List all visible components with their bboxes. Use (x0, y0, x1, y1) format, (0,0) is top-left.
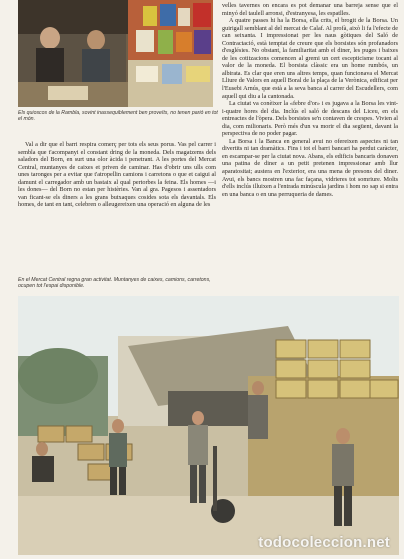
mercat-central-photo (18, 296, 399, 555)
article-right-column (222, 2, 398, 198)
left-paragraph: Val a dir que el barri respira comerç per tots els seus porus. Vas pel carrer i sembla que t'acompanyi el constant dring de la moneda. Dels magatzems dels saladors del Born, en surt una olor àcida i penetrant. A les portes del Mercat Central, muntanyes de caixes et priven de caminar. Has d'obrir uns ulls com unes taronges per a evitar que t'atropellin camions i carretons o que et caigui al damunt el carregador amb un bastaix al qual pertorbes la feina. Els homes —i les dones— del Born no estan per histèries. Van al gra. Pagesos i assentadors van ficant-se els diners a les grans butxaques cosides sota els davantals. Els homes, de tant en tant, celebren o alleugereixen una operació en alguna de les (18, 141, 216, 209)
watermark: todocoleccion.net (258, 534, 390, 551)
right-paragraph: velles tavernes on encara es pot demanar una barreja sense que el minyó del taulell arronsi, d'estranyesa, les espatlles. (222, 2, 398, 17)
rambla-kiosk-photo (18, 0, 213, 107)
right-paragraph: La Borsa i la Banca en general avui no ofereixen aspectes ni tan divertits ni tan dramàtics. Fins i tot el barri bancari ha perdut caràcter, en escampar-se per la ciutat nova. Abans, els edificis bancaris donaven una patina de diner a un petit pretenen impressionar amb llur aparatositat; austera en l'exterior, era una mena de presons del diner. Avui, els bancs mostren una fac façana, vidrieres tot somriure. Molts d'ells inclús illuixen a l'entrada minúscula jardins i hom no sap si entra en una banca o en una perruqueria de dames. (222, 137, 398, 198)
mercat-photo-caption: En el Mercat Central regna gran activitat. Muntanyes de caixes, camions, carretons, ocupen tot l'espai disponible. (18, 277, 211, 290)
right-paragraph: La ciutat va conèixer la «febre d'or» i es jugava a la Borsa les vint-i-quatre hores del dia. Inclús el saló de descans del Liceu, en els entreactes de l'òpera. Dels borsistes se'n contaven de crespes. Vivien al dia, com milionaris. Però més d'un va morir el dia següent, davant la perspectiva de no poder pagar. (222, 100, 398, 138)
right-paragraph: A quatre passes hi ha la Borsa, ella crits, el brogit de la Borsa. Un guirigall semblant al del mercat de Calaf. Al profà, això li fa l'efecte de can seixanta. I impressionat per les naus gòtiques del Saló de Contractació, està temptat de creure que els borsistes són profanadors d'esglésies. No obstant, la familiaritat amb el diner, les puges i baixes de les cotitzacions comencen al gremi un cert escepticisme tocant al valor de la moneda. El borsista clàssic era un home rumbós, un albirata. Es clar que eren uns altres temps, quan funcionava el Mercat Lliure de Valors en aquell Boral de la plaça de la Verònica, edificat per l'Eusebi Arnús, que està a la seva banca al carrer del Escudellers, com aquell qui diu a la cantonada. (222, 17, 398, 100)
rambla-photo-caption: Els quioscos de la Rambla, sovint inassequiblement ben proveïts, no tenen parió en tot el món. (18, 110, 218, 123)
article-left-column (18, 141, 216, 209)
